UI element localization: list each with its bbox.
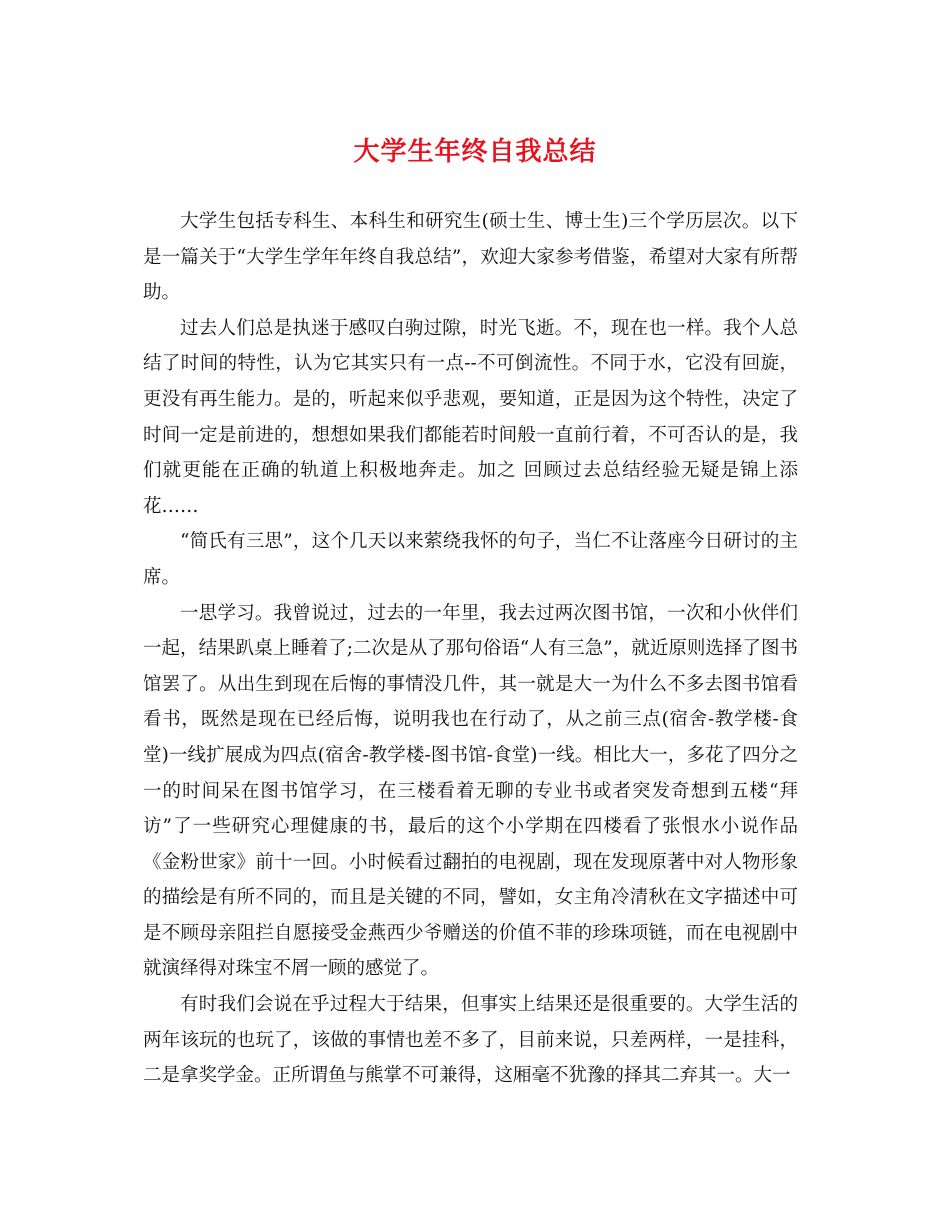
paragraph-three-thoughts: “简氏有三思”，这个几天以来萦绕我怀的句子，当仁不让落座今日研讨的主席。 xyxy=(143,531,798,588)
paragraph-time: 过去人们总是执迷于感叹白驹过隙，时光飞逝。不，现在也一样。我个人总结了时间的特性，认为它其实只有一点--不可倒流性。不同于水，它没有回旋，更没有再生能力。是的，听起来似乎悲观，要知道，正是因为这个特性，决定了时间一定是前进的，想想如果我们都能若时间般一直前行着，不可否认的是，我们就更能在正确的轨道上积极地奔走。加之 回顾过去总结经验无疑是锦上添花…… xyxy=(143,317,798,517)
paragraph-study: 一思学习。我曾说过，过去的一年里，我去过两次图书馆，一次和小伙伴们一起，结果趴桌上睡着了;二次是从了那句俗语“人有三急”，就近原则选择了图书馆罢了。从出生到现在后悔的事情没几件，其一就是大一为什么不多去图书馆看看书，既然是现在已经后悔，说明我也在行动了，从之前三点(宿舍-教学楼-食堂)一线扩展成为四点(宿舍-教学楼-图书馆-食堂)一线。相比大一，多花了四分之一的时间呆在图书馆学习，在三楼看着无聊的专业书或者突发奇想到五楼“拜访”了一些研究心理健康的书，最后的这个小学期在四楼看了张恨水小说作品《金粉世家》前十一回。小时候看过翻拍的电视剧，现在发现原著中对人物形象的描绘是有所不同的，而且是关键的不同，譬如，女主角冷清秋在文字描述中可是不顾母亲阻拦自愿接受金燕西少爷赠送的价值不菲的珍珠项链，而在电视剧中就演绎得对珠宝不屑一顾的感觉了。 xyxy=(143,602,798,980)
paragraph-results: 有时我们会说在乎过程大于结果，但事实上结果还是很重要的。大学生活的两年该玩的也玩了，该做的事情也差不多了，目前来说，只差两样，一是挂科，二是拿奖学金。正所谓鱼与熊掌不可兼得，这厢毫不犹豫的择其二弃其一。大一 xyxy=(143,994,798,1087)
paragraph-intro: 大学生包括专科生、本科生和研究生(硕士生、博士生)三个学历层次。以下是一篇关于“大学生学年年终自我总结”，欢迎大家参考借鉴，希望对大家有所帮助。 xyxy=(143,211,798,304)
document-body xyxy=(143,204,798,1094)
document-title: 大学生年终自我总结 xyxy=(353,137,597,167)
